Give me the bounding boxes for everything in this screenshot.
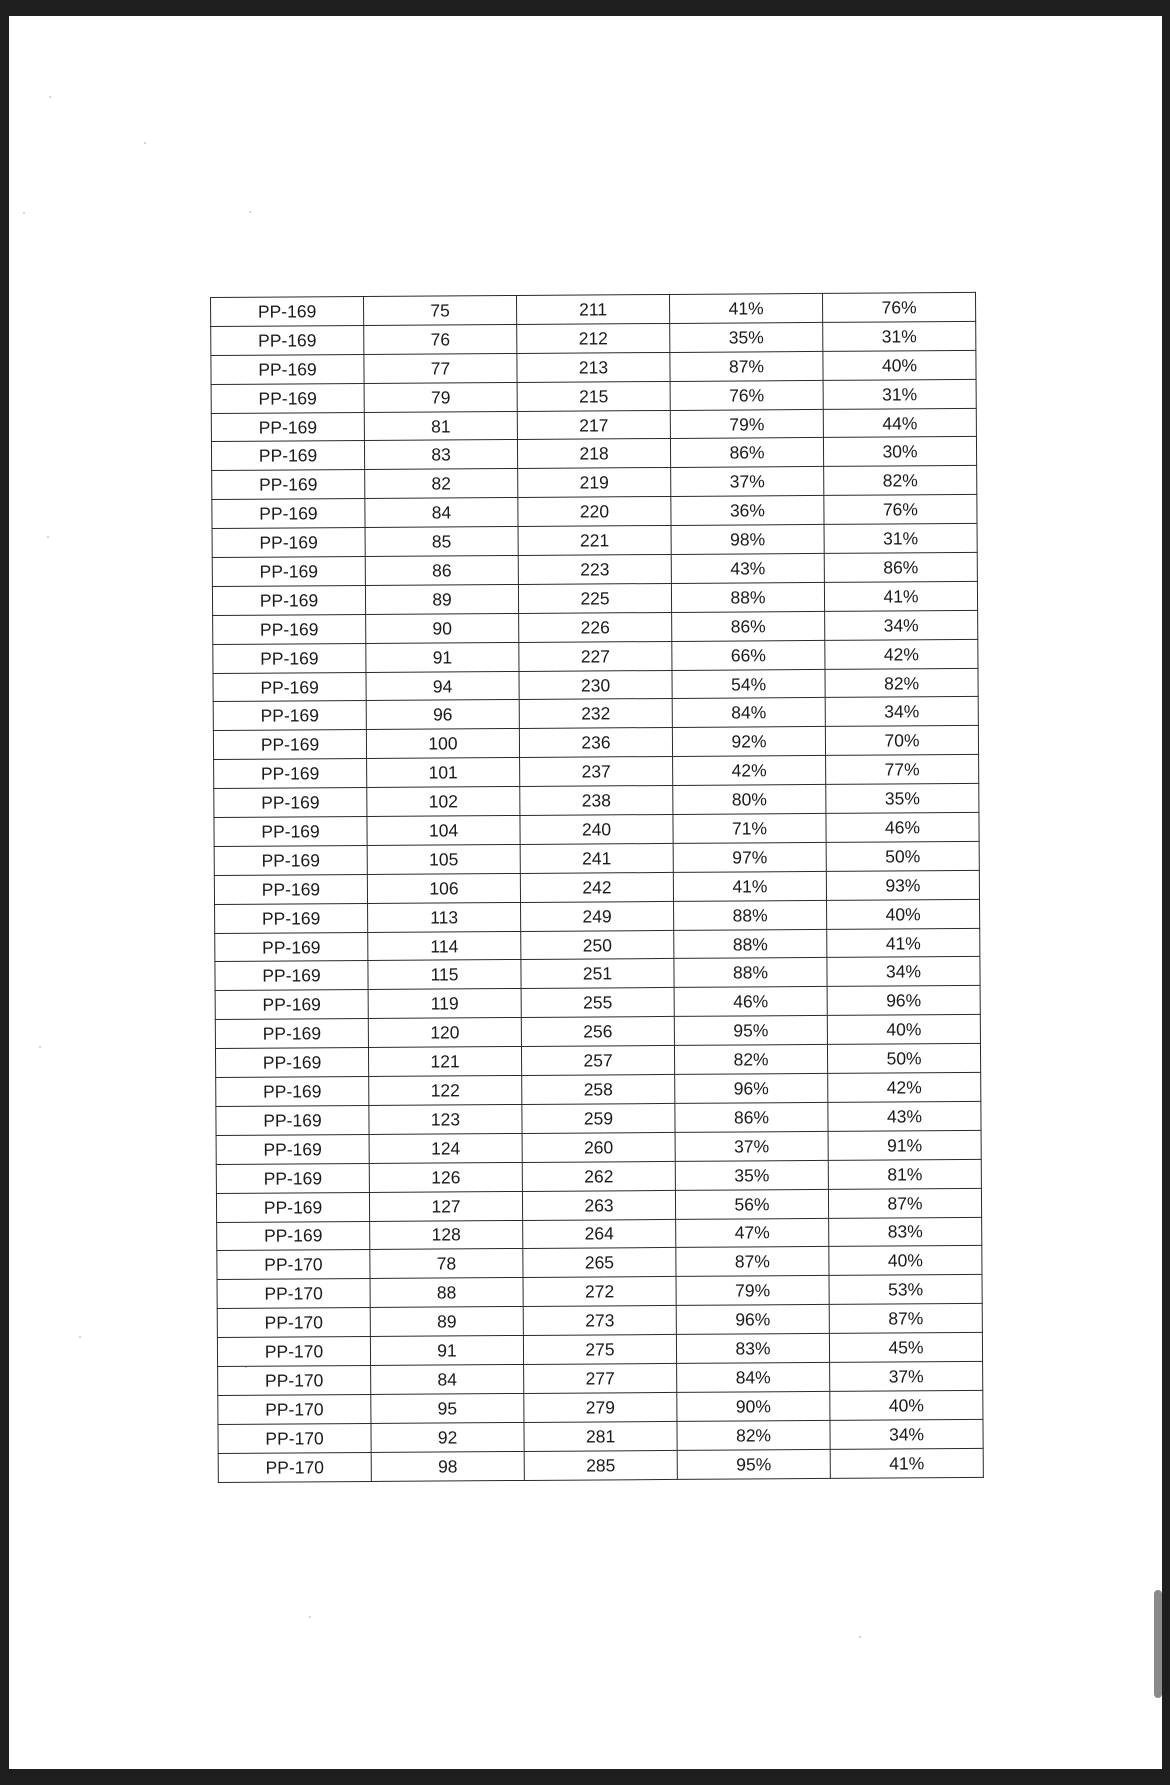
table-cell-pct1: 41% xyxy=(673,871,826,901)
table-cell-a: 120 xyxy=(368,1018,521,1048)
table-cell-pct1: 86% xyxy=(675,1102,828,1132)
scan-speck xyxy=(39,1046,41,1048)
table-cell-pct1: 95% xyxy=(674,1016,827,1046)
table-cell-id: PP-170 xyxy=(218,1423,371,1453)
table-cell-pct2: 40% xyxy=(827,899,980,929)
table-cell-pct2: 31% xyxy=(824,524,977,554)
table-cell-id: PP-169 xyxy=(211,412,364,442)
table-cell-id: PP-169 xyxy=(216,1077,369,1107)
table-cell-a: 76 xyxy=(364,324,517,354)
table-cell-b: 211 xyxy=(516,294,669,324)
scrollbar-thumb[interactable] xyxy=(1154,1590,1162,1698)
table-cell-id: PP-169 xyxy=(211,354,364,384)
table-cell-pct2: 34% xyxy=(825,697,978,727)
table-cell-b: 285 xyxy=(524,1450,677,1480)
table-cell-pct1: 84% xyxy=(677,1362,830,1392)
table-cell-pct2: 40% xyxy=(827,1015,980,1045)
table-cell-b: 265 xyxy=(523,1248,676,1278)
table-cell-id: PP-169 xyxy=(214,874,367,904)
table-cell-a: 119 xyxy=(368,989,521,1019)
table-cell-b: 242 xyxy=(520,872,673,902)
table-cell-id: PP-169 xyxy=(213,614,366,644)
table-cell-pct2: 31% xyxy=(823,321,976,351)
table-cell-id: PP-169 xyxy=(215,1019,368,1049)
table-cell-id: PP-169 xyxy=(213,701,366,731)
scan-speck xyxy=(249,211,251,213)
table-cell-pct1: 79% xyxy=(676,1276,829,1306)
table-cell-pct1: 96% xyxy=(675,1073,828,1103)
table-cell-a: 102 xyxy=(367,787,520,817)
table-cell-a: 101 xyxy=(367,758,520,788)
table-cell-pct2: 40% xyxy=(823,350,976,380)
scan-speck xyxy=(309,1616,311,1618)
table-cell-b: 237 xyxy=(520,757,673,787)
table-cell-pct2: 91% xyxy=(828,1130,981,1160)
scan-speck xyxy=(79,1336,81,1338)
table-cell-pct1: 97% xyxy=(673,842,826,872)
table-cell-a: 91 xyxy=(366,642,519,672)
table-cell-b: 256 xyxy=(521,1017,674,1047)
table-cell-pct1: 88% xyxy=(671,582,824,612)
table-cell-pct2: 35% xyxy=(826,784,979,814)
table-cell-pct2: 43% xyxy=(828,1101,981,1131)
table-cell-a: 96 xyxy=(366,700,519,730)
table-cell-pct2: 34% xyxy=(825,610,978,640)
table-cell-a: 95 xyxy=(371,1393,524,1423)
table-cell-pct2: 34% xyxy=(827,957,980,987)
table-cell-pct1: 79% xyxy=(670,409,823,439)
table-cell-pct2: 34% xyxy=(830,1419,983,1449)
table-cell-a: 83 xyxy=(364,440,517,470)
scan-speck xyxy=(23,212,25,214)
table-cell-pct1: 82% xyxy=(674,1045,827,1075)
table-cell-b: 250 xyxy=(521,930,674,960)
table-cell-a: 86 xyxy=(365,555,518,585)
table-cell-pct2: 83% xyxy=(829,1217,982,1247)
table-cell-a: 92 xyxy=(371,1422,524,1452)
table-cell-b: 277 xyxy=(524,1363,677,1393)
table-cell-pct1: 87% xyxy=(670,351,823,381)
table-cell-b: 227 xyxy=(519,641,672,671)
table-cell-pct2: 70% xyxy=(825,726,978,756)
table-cell-b: 260 xyxy=(522,1132,675,1162)
table-cell-id: PP-169 xyxy=(212,470,365,500)
table-cell-b: 219 xyxy=(518,468,671,498)
table-cell-pct2: 41% xyxy=(824,581,977,611)
table-cell-id: PP-169 xyxy=(216,1163,369,1193)
table-cell-pct1: 98% xyxy=(671,525,824,555)
table-cell-id: PP-169 xyxy=(213,643,366,673)
table-cell-a: 98 xyxy=(371,1451,524,1481)
table-cell-b: 272 xyxy=(523,1277,676,1307)
table-cell-b: 241 xyxy=(520,843,673,873)
table-cell-b: 226 xyxy=(519,612,672,642)
table-cell-pct2: 93% xyxy=(826,870,979,900)
table-cell-a: 106 xyxy=(367,873,520,903)
table-cell-pct2: 87% xyxy=(829,1304,982,1334)
table-cell-pct1: 37% xyxy=(675,1131,828,1161)
table-cell-b: 240 xyxy=(520,814,673,844)
table-cell-pct2: 31% xyxy=(823,379,976,409)
table-cell-b: 238 xyxy=(520,786,673,816)
scan-speck xyxy=(144,142,146,144)
table-cell-b: 230 xyxy=(519,670,672,700)
table-cell-pct2: 87% xyxy=(828,1188,981,1218)
table-cell-pct1: 43% xyxy=(671,553,824,583)
table-cell-pct2: 37% xyxy=(830,1361,983,1391)
table-cell-b: 217 xyxy=(517,410,670,440)
table-cell-b: 221 xyxy=(518,526,671,556)
table-cell-id: PP-170 xyxy=(217,1250,370,1280)
table-cell-id: PP-169 xyxy=(213,730,366,760)
data-table xyxy=(210,292,984,1483)
table-cell-b: 213 xyxy=(517,352,670,382)
table-cell-b: 258 xyxy=(522,1074,675,1104)
table-cell-id: PP-169 xyxy=(211,383,364,413)
table-cell-pct2: 40% xyxy=(829,1246,982,1276)
table-cell-pct1: 46% xyxy=(674,987,827,1017)
table-body xyxy=(211,292,984,1482)
table-cell-pct2: 40% xyxy=(830,1390,983,1420)
table-cell-pct1: 66% xyxy=(672,640,825,670)
table-cell-a: 113 xyxy=(368,902,521,932)
table-cell-a: 84 xyxy=(365,498,518,528)
table-cell-pct1: 42% xyxy=(673,756,826,786)
table-cell-a: 94 xyxy=(366,671,519,701)
table-cell-id: PP-169 xyxy=(215,903,368,933)
table-cell-pct1: 82% xyxy=(677,1420,830,1450)
table-cell-b: 262 xyxy=(522,1161,675,1191)
table-cell-id: PP-169 xyxy=(214,817,367,847)
table-cell-pct1: 76% xyxy=(670,380,823,410)
table-cell-b: 281 xyxy=(524,1421,677,1451)
table-cell-id: PP-169 xyxy=(214,845,367,875)
table-cell-pct1: 37% xyxy=(671,467,824,497)
table-cell-pct1: 88% xyxy=(674,929,827,959)
table-cell-a: 123 xyxy=(369,1104,522,1134)
table-cell-b: 212 xyxy=(517,323,670,353)
table-cell-id: PP-169 xyxy=(212,585,365,615)
table-cell-b: 279 xyxy=(524,1392,677,1422)
table-row xyxy=(218,1448,983,1482)
table-cell-id: PP-169 xyxy=(212,556,365,586)
table-cell-a: 128 xyxy=(370,1220,523,1250)
table-cell-pct2: 30% xyxy=(823,437,976,467)
table-cell-pct2: 82% xyxy=(824,466,977,496)
scan-speck xyxy=(859,1636,861,1638)
table-cell-a: 89 xyxy=(365,584,518,614)
table-cell-pct2: 46% xyxy=(826,812,979,842)
table-cell-id: PP-170 xyxy=(217,1337,370,1367)
table-cell-a: 115 xyxy=(368,960,521,990)
table-cell-pct1: 83% xyxy=(676,1333,829,1363)
table-cell-b: 215 xyxy=(517,381,670,411)
table-cell-a: 114 xyxy=(368,931,521,961)
table-cell-id: PP-169 xyxy=(214,759,367,789)
table-cell-pct2: 76% xyxy=(822,292,975,322)
table-cell-pct2: 41% xyxy=(830,1448,983,1478)
table-cell-a: 75 xyxy=(363,295,516,325)
table-cell-id: PP-169 xyxy=(213,672,366,702)
table-cell-a: 127 xyxy=(369,1191,522,1221)
table-cell-id: PP-169 xyxy=(216,1105,369,1135)
table-cell-a: 91 xyxy=(370,1336,523,1366)
table-cell-a: 124 xyxy=(369,1133,522,1163)
table-cell-b: 218 xyxy=(517,439,670,469)
table-cell-b: 225 xyxy=(518,583,671,613)
table-cell-pct1: 95% xyxy=(677,1449,830,1479)
table-cell-pct1: 88% xyxy=(674,958,827,988)
table-cell-pct1: 36% xyxy=(671,496,824,526)
table-cell-id: PP-170 xyxy=(217,1279,370,1309)
table-cell-pct2: 53% xyxy=(829,1275,982,1305)
table-cell-pct1: 88% xyxy=(674,900,827,930)
table-cell-b: 223 xyxy=(518,554,671,584)
scan-speck xyxy=(47,536,49,538)
table-cell-id: PP-170 xyxy=(218,1452,371,1482)
table-cell-id: PP-169 xyxy=(215,1048,368,1078)
table-cell-id: PP-169 xyxy=(216,1134,369,1164)
table-cell-b: 220 xyxy=(518,497,671,527)
table-cell-b: 263 xyxy=(522,1190,675,1220)
table-cell-id: PP-169 xyxy=(211,325,364,355)
table-cell-pct1: 35% xyxy=(675,1160,828,1190)
table-cell-pct1: 86% xyxy=(672,611,825,641)
table-cell-b: 251 xyxy=(521,959,674,989)
table-cell-b: 259 xyxy=(522,1103,675,1133)
table-cell-id: PP-170 xyxy=(218,1394,371,1424)
table-cell-a: 105 xyxy=(367,844,520,874)
table-cell-a: 121 xyxy=(368,1047,521,1077)
table-cell-id: PP-169 xyxy=(212,499,365,529)
table-cell-pct2: 41% xyxy=(827,928,980,958)
table-cell-pct2: 81% xyxy=(828,1159,981,1189)
scan-speck xyxy=(49,96,51,98)
table-cell-b: 236 xyxy=(519,728,672,758)
scanned-page xyxy=(9,16,1162,1769)
table-cell-a: 81 xyxy=(364,411,517,441)
table-cell-a: 85 xyxy=(365,527,518,557)
table-cell-a: 88 xyxy=(370,1278,523,1308)
table-cell-pct1: 71% xyxy=(673,813,826,843)
table-cell-pct2: 50% xyxy=(827,1044,980,1074)
table-cell-b: 264 xyxy=(523,1219,676,1249)
table-cell-pct1: 84% xyxy=(672,698,825,728)
table-cell-pct2: 86% xyxy=(824,552,977,582)
table-cell-b: 257 xyxy=(521,1046,674,1076)
table-cell-pct2: 50% xyxy=(826,841,979,871)
table-cell-a: 104 xyxy=(367,815,520,845)
table-cell-pct2: 42% xyxy=(825,639,978,669)
table-cell-id: PP-169 xyxy=(211,296,364,326)
table-cell-pct1: 56% xyxy=(675,1189,828,1219)
table-cell-pct2: 77% xyxy=(826,755,979,785)
table-cell-b: 273 xyxy=(523,1306,676,1336)
table-cell-pct1: 96% xyxy=(676,1305,829,1335)
table-cell-a: 122 xyxy=(369,1075,522,1105)
table-cell-b: 255 xyxy=(521,988,674,1018)
table-cell-a: 84 xyxy=(371,1364,524,1394)
table-cell-id: PP-169 xyxy=(215,932,368,962)
table-cell-pct2: 96% xyxy=(827,986,980,1016)
table-cell-a: 126 xyxy=(369,1162,522,1192)
table-cell-id: PP-169 xyxy=(217,1221,370,1251)
table-cell-pct1: 90% xyxy=(677,1391,830,1421)
table-cell-id: PP-169 xyxy=(215,961,368,991)
table-cell-pct1: 35% xyxy=(670,322,823,352)
table-cell-pct2: 45% xyxy=(829,1332,982,1362)
table-cell-pct1: 92% xyxy=(672,727,825,757)
table-cell-id: PP-169 xyxy=(216,1192,369,1222)
table-cell-pct1: 54% xyxy=(672,669,825,699)
table-cell-b: 249 xyxy=(521,901,674,931)
table-cell-id: PP-169 xyxy=(211,441,364,471)
table-cell-a: 79 xyxy=(364,382,517,412)
table-cell-a: 100 xyxy=(366,729,519,759)
table-cell-pct1: 80% xyxy=(673,785,826,815)
table-cell-pct2: 44% xyxy=(823,408,976,438)
table-cell-pct1: 47% xyxy=(676,1218,829,1248)
table-cell-id: PP-169 xyxy=(212,528,365,558)
table-cell-a: 90 xyxy=(366,613,519,643)
table-cell-pct1: 86% xyxy=(670,438,823,468)
table-cell-a: 77 xyxy=(364,353,517,383)
table-cell-a: 89 xyxy=(370,1307,523,1337)
table-cell-b: 275 xyxy=(523,1334,676,1364)
table-cell-id: PP-169 xyxy=(215,990,368,1020)
table-cell-pct1: 41% xyxy=(669,293,822,323)
table-cell-pct1: 87% xyxy=(676,1247,829,1277)
table-cell-id: PP-169 xyxy=(214,788,367,818)
table-cell-b: 232 xyxy=(519,699,672,729)
table-cell-a: 78 xyxy=(370,1249,523,1279)
table-cell-pct2: 42% xyxy=(828,1072,981,1102)
table-cell-pct2: 76% xyxy=(824,495,977,525)
table-cell-a: 82 xyxy=(365,469,518,499)
table-cell-pct2: 82% xyxy=(825,668,978,698)
table-cell-id: PP-170 xyxy=(217,1308,370,1338)
table-cell-id: PP-170 xyxy=(218,1365,371,1395)
